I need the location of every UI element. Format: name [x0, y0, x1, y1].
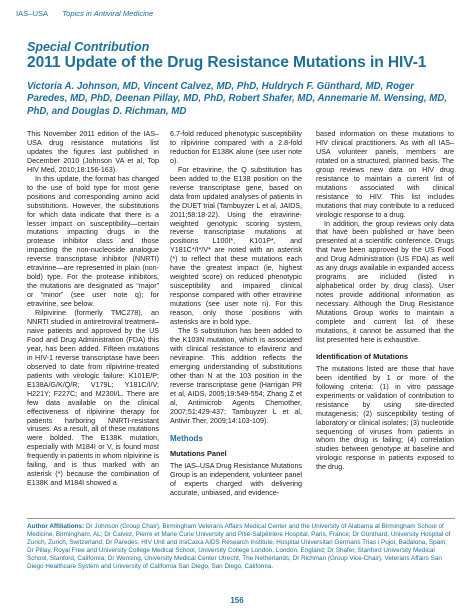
page-number: 156 [230, 596, 244, 605]
footnote-divider [27, 518, 455, 519]
paragraph: Rilpivirine (formerly TMC278), an NNRTI studied in antiretroviral treatment–naive patients and approved by the US Food and Drug Administration (FDA) this year, has been added. Fifteen mutations in HIV-1 reverse transcriptase have been observed to date from rilpivirine-treated patients with virologic failure: K101E/P; E138A/G/K/Q/R; V179L; Y181C/I/V; H221Y; F227C; and M230I/L. There are few data available on the clinical effectiveness of rilpivirine therapy for patients harboring NNRTI-resistant viruses. As a result, all of these mutations were bolded. The E138K mutation, especially with M184I or V, is found most frequently in patients in whom rilpivirine is failing, and is thus marked with an asterisk (*) because the combination of E138K and M184I showed a [27, 309, 159, 488]
author-list: Victoria A. Johnson, MD, Vincent Calvez, MD, PhD, Huldrych F. Günthard, MD, Roger Paredes, MD, PhD, Deenan Pillay, MD, PhD, Robert Shafer, MD, Annemarie M. Wensing, MD, PhD, and Douglas D. Richman, MD [27, 81, 448, 117]
subsection-heading-mutations-panel: Mutations Panel [170, 449, 227, 459]
author-affiliations [27, 523, 455, 572]
subsection-heading-identification: Identification of Mutations [316, 351, 408, 361]
running-header [16, 9, 153, 21]
affiliations-label: Author Affiliations: [27, 523, 85, 530]
text-column-1 [27, 130, 159, 488]
affiliations-text: Dr Johnson (Group Chair), Birmingham Veterans Affairs Medical Center and the University of Alabama at Birmingham School of Medicine, Birmingham, AL; Dr Calvez, Pierre et Marie Curie University and Pitié-Salpêtrière Hospital, Paris, France; Dr Günthard, University Hospital of Zurich, Zurich, Switzerland; Dr Paredes, HIV Unit and IrsiCaixa AIDS Research Institute, Hospital Universitari Germans Trias i Pujol, Badalona, Spain; Dr Pillay, Royal Free and University College Medical School, University College London, London, England; Dr Shafer, Stanford University Medical School, Stanford, California; Dr Wensing, University Medical Center Utrecht, The Netherlands; Dr Richman (Group Vice-Chair), Veterans Affairs San Diego Healthcare System and University of California San Diego, San Diego, California. [27, 523, 451, 571]
journal-subtitle: Topics in Antiviral Medicine [62, 9, 154, 18]
text-column-2 [170, 130, 302, 498]
paragraph: In this update, the format has changed to the use of bold type for most gene positions and corresponding amino acid substitutions. However, the substitutions for which data indicate that there is a lesser impact on susceptibility—certain mutations impacting drugs in the protease inhibitor class and those impacting the non-nucleoside analogue reverse transcriptase inhibitor (NNRTI) etravirine—are represented in plain (non-bold) type. For the protease inhibitors, the mutations are designated as “major” or “minor” (see user note q); for etravirine, see below. [27, 174, 159, 309]
paragraph: This November 2011 edition of the IAS–USA drug resistance mutations list updates the figures last published in December 2010 (Johnson VA et al, Top HIV Med, 2010;18:156-163). [27, 130, 159, 174]
section-kicker: Special Contribution [27, 40, 150, 54]
article-title: 2011 Update of the Drug Resistance Mutations in HIV-1 [27, 54, 427, 71]
paragraph: based information on these mutations to HIV clinical practitioners. As with all IAS–USA volunteer panels, members are rotated on a structured, planned basis. The group reviews new data on HIV drug resistance to maintain a current list of mutations associated with clinical resistance to HIV. This list includes mutations that may contribute to a reduced virologic response to a drug. [316, 130, 454, 219]
paragraph: The mutations listed are those that have been identified by 1 or more of the following criteria: (1) in vitro passage experiments or validation of contribution to resistance by using site-directed mutagenesis; (2) susceptibility testing of laboratory or clinical isolates; (3) nucleotide sequencing of viruses from patients in whom the drug is failing; (4) correlation studies between genotype at baseline and virologic response in patients exposed to the drug. [316, 364, 454, 472]
paragraph: 6.7-fold reduced phenotypic susceptibility to rilpivirine compared with a 2.8-fold reduction for E138K alone (see user note o). [170, 130, 302, 165]
paragraph: The S substitution has been added to the K103N mutation, which is associated with clinical resistance to efavirenz and nevirapine. This addition reflects the emerging understanding of substitutions other than N at the 103 position in the reverse transcriptase gene (Harrigan PR et al, AIDS, 2005;19:549-554; Zhang Z et al, Antimicrob Agents Chemother, 2007;51:429-437; Tambuyzer L et al, Antivir Ther, 2009;14:103-109). [170, 326, 302, 425]
section-heading-methods: Methods [170, 434, 203, 444]
journal-name: IAS–USA [16, 9, 49, 18]
text-column-3 [316, 130, 454, 472]
paragraph: In addition, the group reviews only data that have been published or have been presented at a scientific conference. Drugs that have been approved by the US Food and Drug Administration (US FDA) as well as any drugs available in expanded access programs are included (listed in alphabetical order by drug class). User notes provide additional information as necessary. Although the Drug Resistance Mutations Group works to maintain a complete and current list of these mutations, it cannot be assumed that the list presented here is exhaustive. [316, 219, 454, 344]
paragraph: The IAS–USA Drug Resistance Mutations Group is an independent, volunteer panel of experts charged with delivering accurate, unbiased, and evidence- [170, 462, 302, 498]
paragraph: For etravirine, the Q substitution has been added to the E138 position on the reverse transcriptase gene, based on data from updated analyses of patients in the DUET trial (Tambuyzer L et al, JAIDS, 2011;58:18-22). Using the etravirine-weighted genotypic scoring system, reverse transcriptase mutations at positions L100I*, K101P*, and Y181C*/I*/V* are noted with an asterisk (*) to reflect that these mutations each have the greatest impact (ie, highest weighted score) on reduced phenotypic susceptibility and impaired clinical response compared with other etravirine mutations (see user note n). For this reason, only those positions with asterisks are in bold type. [170, 165, 302, 327]
